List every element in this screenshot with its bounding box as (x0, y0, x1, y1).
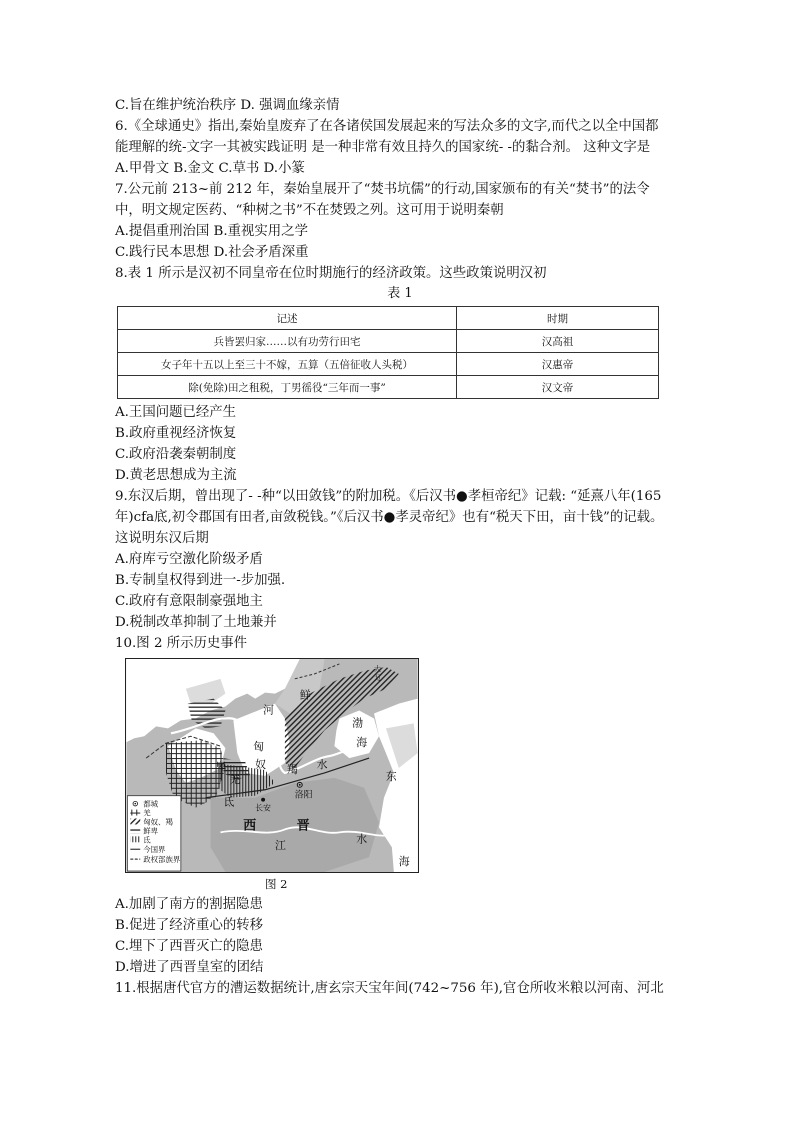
figure-2 (125, 658, 419, 894)
table-cell: 除(免除)田之租税，丁男徭役“三年而一事” (118, 376, 457, 399)
text-line: 6.《全球通史》指出,秦始皇废弃了在各诸侯国发展起来的写法众多的文字,而代之以全中国都 (115, 119, 659, 134)
text-line: A.加剧了南方的割据隐患 (115, 897, 263, 912)
table-cell: 汉惠帝 (457, 353, 659, 376)
legend-qiang: 羌 (143, 808, 151, 818)
legend-xiongnu-jie: 匈奴、羯 (143, 817, 173, 827)
label-he: 河 (263, 703, 274, 717)
city-marker (261, 798, 265, 802)
label-shui1: 水 (316, 757, 328, 771)
text-line: 8.表 1 所示是汉初不同皇帝在位时期施行的经济政策。这些政策说明汉初 (115, 266, 547, 281)
label-bohai2: 海 (356, 736, 368, 750)
text-line: C.践行民本思想 D.社会矛盾深重 (115, 245, 309, 260)
text-line: A.府库亏空激化阶级矛盾 (115, 552, 263, 567)
exam-page (115, 95, 685, 999)
legend-regime-border: 政权部族界 (143, 855, 181, 865)
text-line: C.埋下了西晋灭亡的隐患 (115, 939, 263, 954)
label-jin: 晋 (296, 818, 310, 834)
label-xian: 鲜 (299, 688, 311, 702)
text-line: C.政府沿袭秦朝制度 (115, 447, 237, 462)
text-line: A.甲骨文 B.金文 C.草书 D.小篆 (115, 161, 305, 176)
capital-marker-dot (299, 784, 301, 786)
label-jiang: 江 (274, 839, 286, 853)
text-line: D.黄老思想成为主流 (115, 468, 237, 483)
label-changan: 长安 (255, 803, 271, 813)
label-xiongnu: 匈 (253, 740, 265, 754)
text-line: 年)cfa底,初令郡国有田者,亩敛税钱。”《后汉书●孝灵帝纪》也有“税天下田，亩十钱”的记载。 (115, 510, 664, 525)
text-line: C.政府有意限制豪强地主 (115, 594, 263, 609)
label-luoyang: 洛阳 (294, 790, 313, 801)
table-row (118, 353, 659, 376)
text-line: 这说明东汉后期 (115, 531, 209, 546)
label-jie: 羯 (286, 762, 298, 776)
text-line: D.税制改革抑制了土地兼并 (115, 615, 277, 630)
table-cell: 女子年十五以上至三十不嫁，五算（五倍征收人头税） (118, 353, 457, 376)
text-line: A.王国问题已经产生 (115, 405, 237, 420)
text-line: A.提倡重刑治国 B.重视实用之学 (115, 224, 308, 239)
text-line: 能理解的统-文字一其被实践证明 是一种非常有效且持久的国家统- -的黏合剂。 这种文字是 (115, 140, 651, 155)
label-qiang: 羌 (229, 772, 241, 786)
label-liao2: 辽 (375, 673, 382, 682)
question-block-bottom (115, 894, 685, 999)
text-line: D.增进了西晋皇室的团结 (115, 960, 264, 975)
historical-map (125, 658, 419, 873)
text-line: B.政府重视经济恢复 (115, 426, 237, 441)
text-line: C.旨在维护统治秩序 D. 强调血缘亲情 (115, 98, 340, 113)
label-dong: 东 (385, 769, 397, 783)
text-line: 中，明文规定医药、“种树之书”不在焚毁之列。这可用于说明秦朝 (115, 203, 504, 218)
text-line: 10.图 2 所示历史事件 (115, 636, 248, 651)
table-header: 时期 (457, 307, 659, 330)
label-bei: 卑 (215, 759, 227, 773)
legend-capital: 都城 (143, 799, 159, 809)
label-xi: 西 (243, 818, 257, 834)
table-header: 记述 (118, 307, 457, 330)
table-cell: 汉高祖 (457, 330, 659, 353)
table-row (118, 376, 659, 399)
label-liao1: 大 (374, 664, 381, 673)
question-block-mid (115, 402, 685, 654)
text-line: B.专制皇权得到进一-步加强. (115, 573, 286, 588)
table-row (118, 330, 659, 353)
label-bohai1: 渤 (352, 716, 364, 730)
text-line: 9.东汉后期，曾出现了- -种“以田敛钱”的附加税。《后汉书●孝桓帝纪》记载: “延熹八年(165 (115, 489, 662, 504)
text-line: 11.根据唐代官方的漕运数据统计,唐玄宗天宝年间(742~756 年),官仓所收米粮以河南、河北 (115, 981, 664, 996)
text-line: 7.公元前 213~前 212 年，秦始皇展开了“焚书坑儒”的行动,国家颁布的有关“焚书”的法令 (115, 182, 650, 197)
table-header-row (118, 307, 659, 330)
legend-border: 今国界 (143, 845, 166, 855)
label-hai: 海 (398, 855, 410, 869)
table-cell: 兵皆罢归家……以有功劳行田宅 (118, 330, 457, 353)
policy-table (117, 306, 659, 399)
question-block-top (115, 95, 685, 284)
label-shui2: 水 (356, 832, 368, 846)
label-nu: 奴 (255, 757, 267, 771)
text-line: B.促进了经济重心的转移 (115, 918, 264, 933)
legend-di: 氐 (143, 835, 151, 845)
table-cell: 汉文帝 (457, 376, 659, 399)
table-caption: 表 1 (387, 286, 413, 301)
figure-caption: 图 2 (265, 877, 288, 891)
legend-xianbei: 鲜卑 (143, 826, 159, 836)
label-di: 氐 (223, 795, 235, 809)
